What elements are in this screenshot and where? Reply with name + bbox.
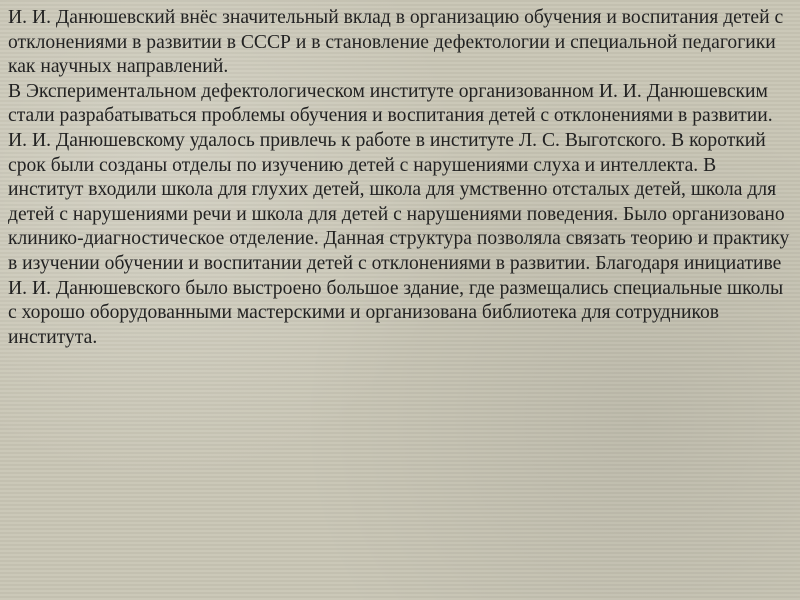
paragraph-intro: И. И. Данюшевский внёс значительный вклад в организацию обучения и воспитания детей с отклонениями в развитии в СССР и в становление дефектологии и специальной педагогики как научных направлений. xyxy=(8,7,784,78)
slide-text-body xyxy=(8,6,794,350)
paragraph-institute: В Экспериментальном дефектологическом институте организованном И. И. Данюшевским стали разрабатываться проблемы обучения и воспитания детей с отклонениями в развитии. И. И. Данюшевскому удалось привлечь к работе в институте Л. С. Выготского. В короткий срок были созданы отделы по изучению детей с нарушениями слуха и интеллекта. В институт входили школа для глухих детей, школа для умственно отсталых детей, школа для детей с нарушениями речи и школа для детей с нарушениями поведения. Было организовано клинико-диагностическое отделение. Данная структура позволяла связать теорию и практику в изучении обучении и воспитании детей с отклонениями в развитии. Благодаря инициативе И. И. Данюшевского было выстроено большое здание, где размещались специальные школы с хорошо оборудованными мастерскими и организована библиотека для сотрудников института. xyxy=(8,80,790,348)
